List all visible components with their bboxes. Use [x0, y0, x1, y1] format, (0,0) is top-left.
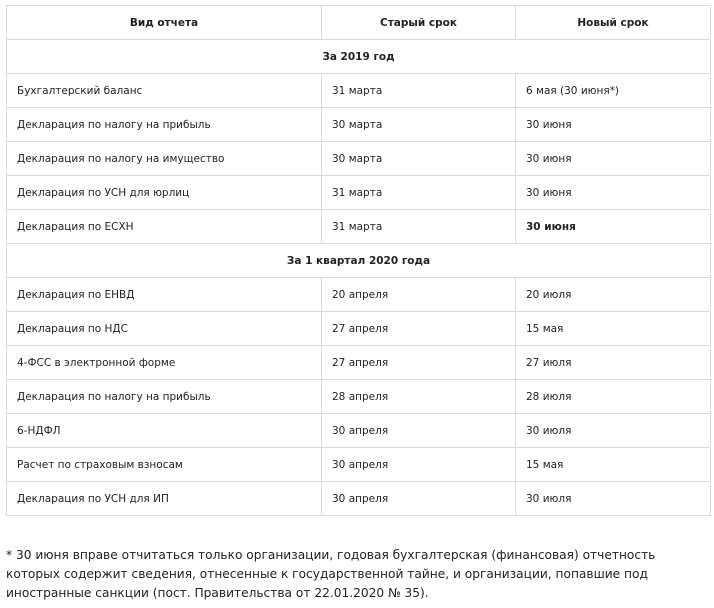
- cell-old-deadline: 28 апреля: [322, 380, 516, 414]
- cell-new-deadline: 15 мая: [516, 448, 711, 482]
- cell-old-deadline: 27 апреля: [322, 346, 516, 380]
- section-row: [7, 244, 711, 278]
- header-new-deadline: Новый срок: [516, 6, 711, 40]
- cell-new-deadline: 30 июля: [516, 414, 711, 448]
- section-title: За 1 квартал 2020 года: [7, 244, 711, 278]
- cell-new-deadline: 15 мая: [516, 312, 711, 346]
- cell-report-type: Декларация по УСН для ИП: [7, 482, 322, 516]
- cell-new-deadline: 30 июня: [516, 176, 711, 210]
- cell-old-deadline: 30 апреля: [322, 482, 516, 516]
- cell-report-type: Декларация по ЕСХН: [7, 210, 322, 244]
- table-row: [7, 108, 711, 142]
- deadlines-table: [6, 5, 711, 516]
- cell-new-deadline: 27 июля: [516, 346, 711, 380]
- header-old-deadline: Старый срок: [322, 6, 516, 40]
- cell-new-deadline: 30 июля: [516, 482, 711, 516]
- cell-new-deadline: 20 июля: [516, 278, 711, 312]
- cell-old-deadline: 20 апреля: [322, 278, 516, 312]
- cell-report-type: Декларация по налогу на прибыль: [7, 108, 322, 142]
- table-row: [7, 414, 711, 448]
- table-row: [7, 142, 711, 176]
- cell-old-deadline: 31 марта: [322, 74, 516, 108]
- cell-new-deadline: 6 мая (30 июня*): [516, 74, 711, 108]
- cell-report-type: Декларация по налогу на имущество: [7, 142, 322, 176]
- cell-new-deadline: 30 июня: [516, 108, 711, 142]
- table-row: [7, 346, 711, 380]
- cell-old-deadline: 30 апреля: [322, 414, 516, 448]
- table-row: [7, 278, 711, 312]
- cell-report-type: Декларация по УСН для юрлиц: [7, 176, 322, 210]
- cell-new-deadline: 28 июля: [516, 380, 711, 414]
- cell-report-type: Расчет по страховым взносам: [7, 448, 322, 482]
- table-header-row: [7, 6, 711, 40]
- cell-report-type: Декларация по НДС: [7, 312, 322, 346]
- table-row: [7, 448, 711, 482]
- cell-old-deadline: 30 марта: [322, 142, 516, 176]
- table-body: [7, 40, 711, 516]
- table-row: [7, 312, 711, 346]
- table-row: [7, 380, 711, 414]
- cell-old-deadline: 30 апреля: [322, 448, 516, 482]
- cell-old-deadline: 30 марта: [322, 108, 516, 142]
- table-row: [7, 482, 711, 516]
- table-row: [7, 74, 711, 108]
- header-report-type: Вид отчета: [7, 6, 322, 40]
- cell-report-type: Декларация по ЕНВД: [7, 278, 322, 312]
- section-row: [7, 40, 711, 74]
- table-row: [7, 176, 711, 210]
- cell-old-deadline: 31 марта: [322, 210, 516, 244]
- cell-report-type: 6-НДФЛ: [7, 414, 322, 448]
- cell-old-deadline: 27 апреля: [322, 312, 516, 346]
- footnote: * 30 июня вправе отчитаться только организации, годовая бухгалтерская (финансовая) отчетность которых содержит сведения, отнесенные к государственной тайне, и организации, попавшие под иностранные санкции (пост. Правительства от 22.01.2020 № 35).: [6, 548, 656, 600]
- cell-report-type: Декларация по налогу на прибыль: [7, 380, 322, 414]
- section-title: За 2019 год: [7, 40, 711, 74]
- cell-report-type: 4-ФСС в электронной форме: [7, 346, 322, 380]
- cell-new-deadline: 30 июня: [516, 142, 711, 176]
- table-row: [7, 210, 711, 244]
- cell-new-deadline: 30 июня: [516, 210, 711, 244]
- cell-report-type: Бухгалтерский баланс: [7, 74, 322, 108]
- cell-old-deadline: 31 марта: [322, 176, 516, 210]
